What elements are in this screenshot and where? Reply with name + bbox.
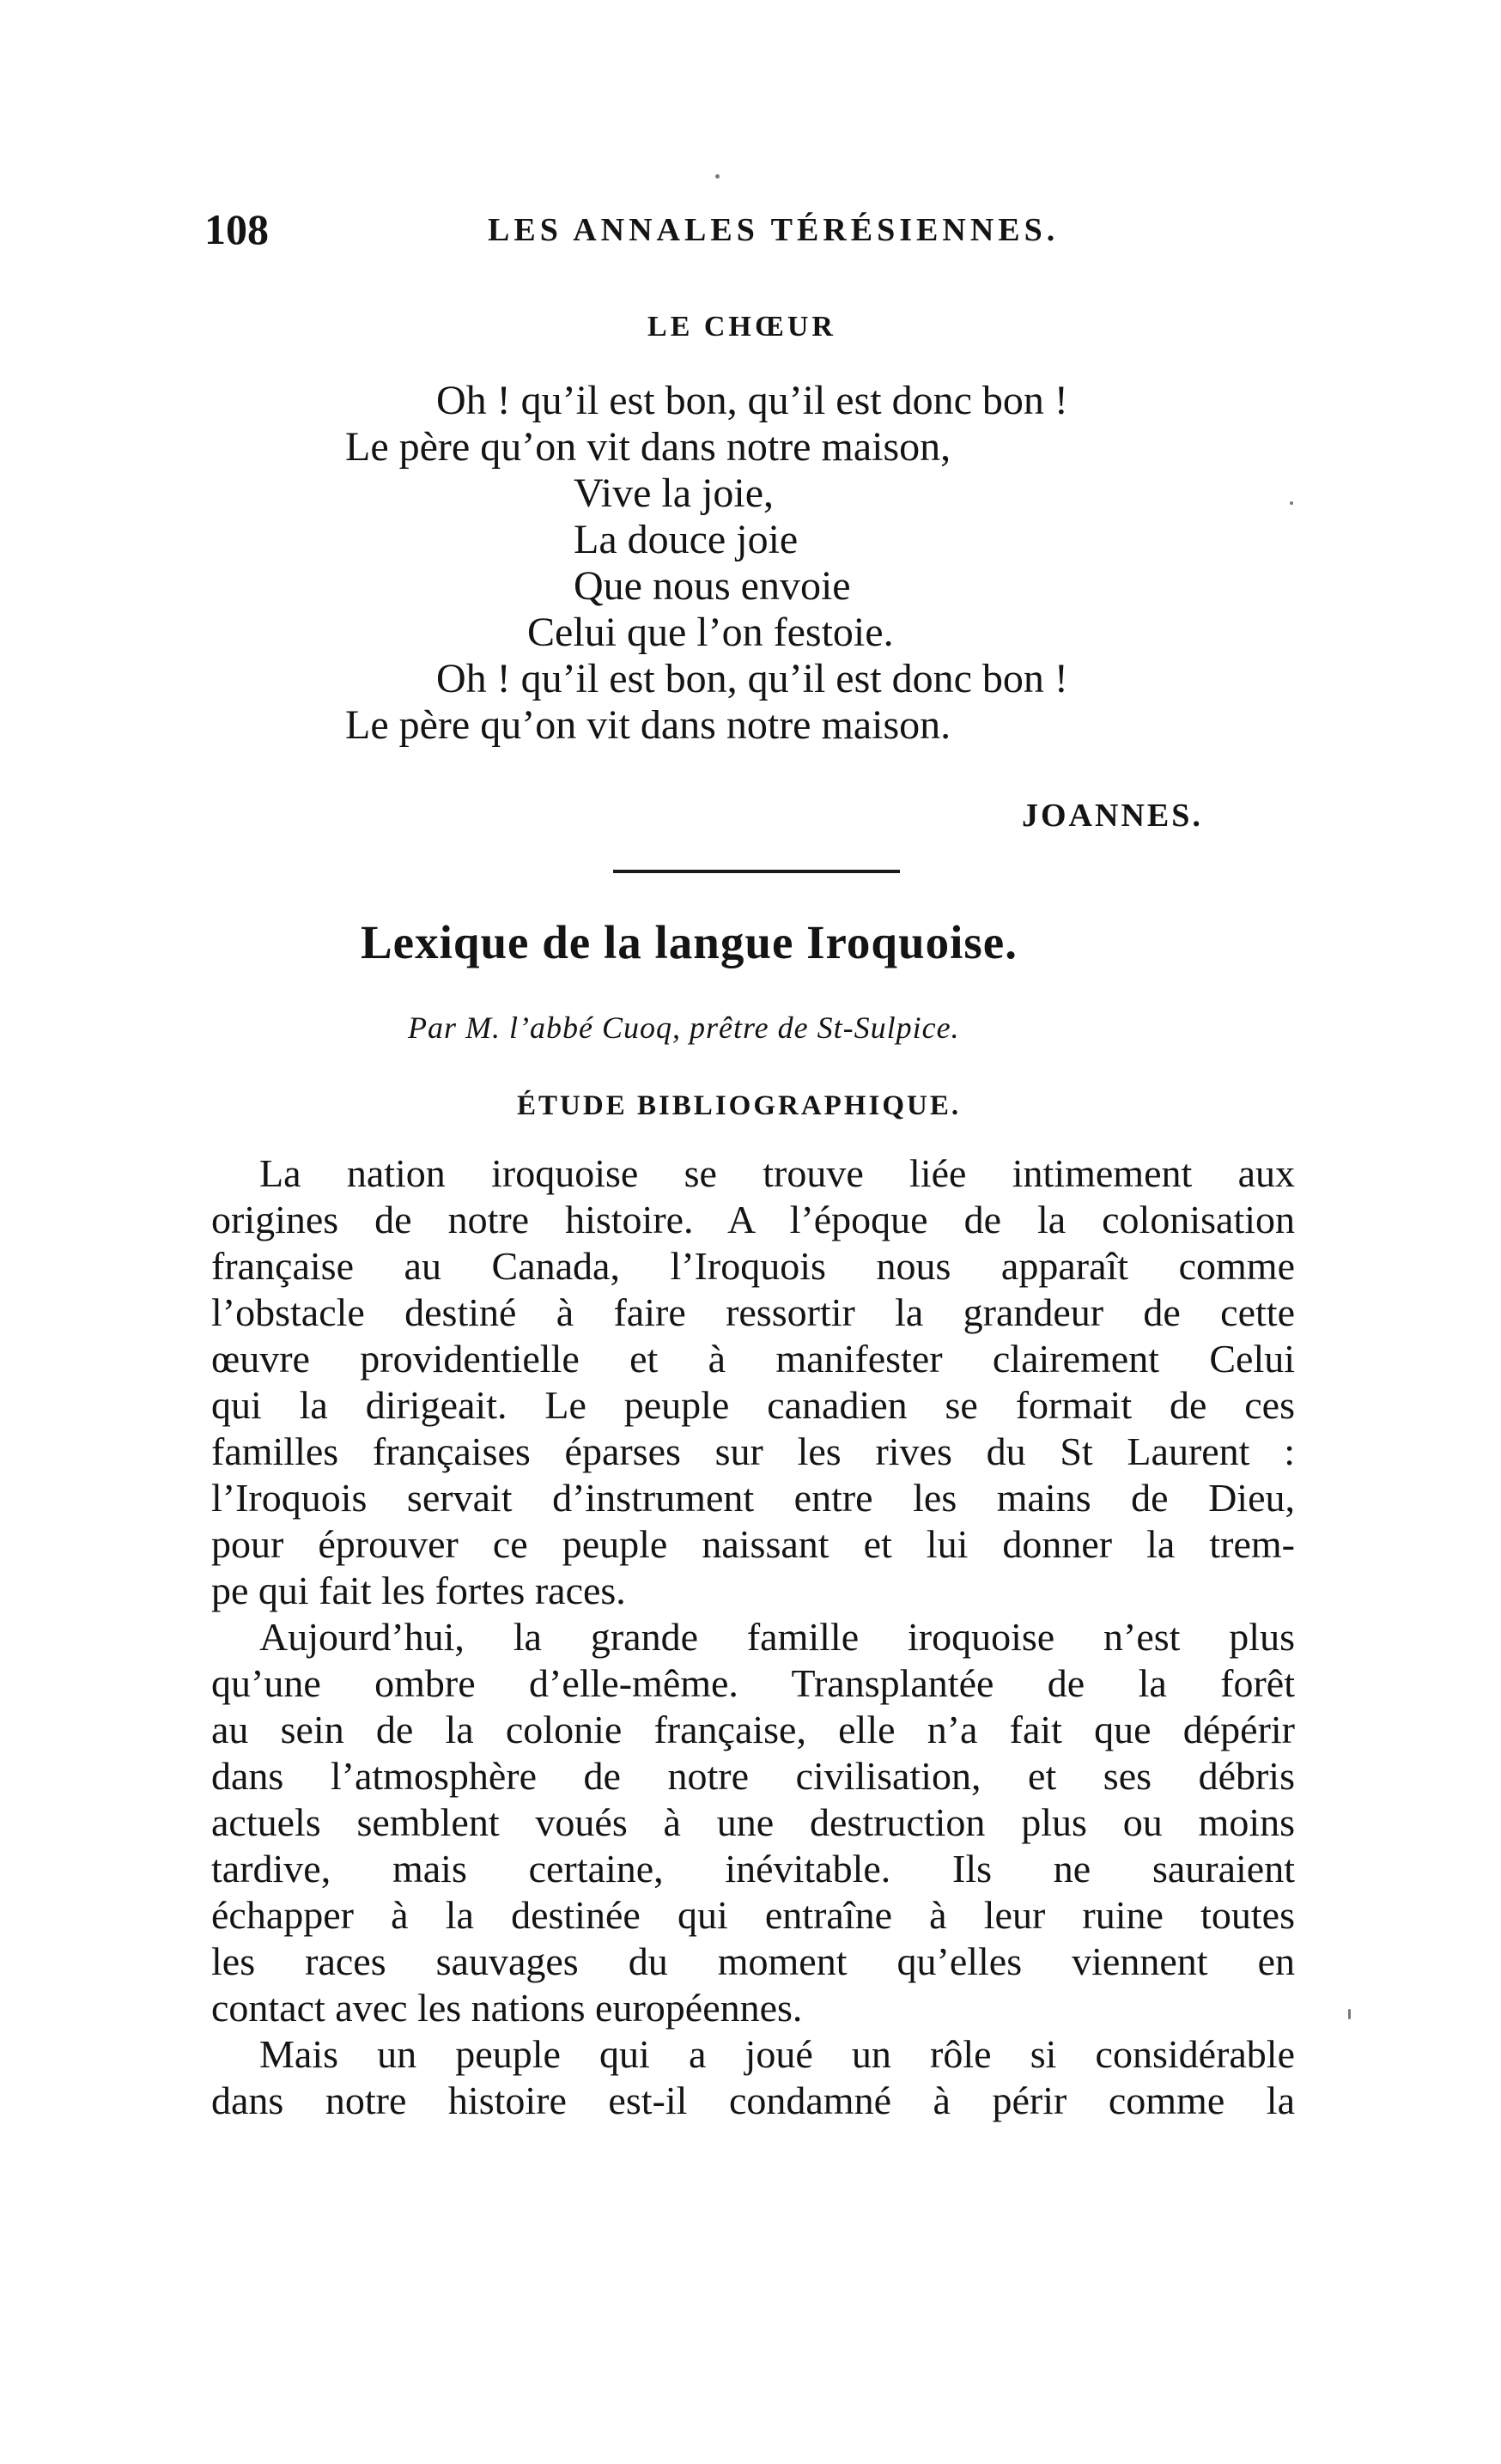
body-line: française au Canada, l’Iroquois nous apparaît comme bbox=[211, 1244, 1295, 1288]
body-line: échapper à la destinée qui entraîne à leur ruine toutes bbox=[211, 1893, 1295, 1937]
body-line: familles françaises éparses sur les rives du St Laurent : bbox=[211, 1429, 1295, 1473]
poem-line: Celui que l’on festoie. bbox=[527, 610, 894, 655]
poem-line: Oh ! qu’il est bon, qu’il est donc bon ! bbox=[436, 378, 1068, 423]
poem-line: Le père qu’on vit dans notre maison. bbox=[345, 702, 951, 748]
body-line: pour éprouver ce peuple naissant et lui donner la trem- bbox=[211, 1522, 1295, 1566]
body-line: origines de notre histoire. A l’époque de la colonisation bbox=[211, 1198, 1295, 1241]
chorus-heading: LE CHŒUR bbox=[647, 311, 836, 343]
poem-line: Vive la joie, bbox=[574, 470, 775, 516]
body-line: dans notre histoire est-il condamné à périr comme la bbox=[211, 2079, 1295, 2122]
scan-speck bbox=[715, 174, 720, 179]
article-byline: Par M. l’abbé Cuoq, prêtre de St-Sulpice. bbox=[408, 1010, 960, 1045]
section-divider bbox=[613, 870, 900, 873]
running-head: LES ANNALES TÉRÉSIENNES. bbox=[488, 212, 1060, 248]
scan-speck bbox=[1290, 501, 1293, 505]
poem-line: Oh ! qu’il est bon, qu’il est donc bon ! bbox=[436, 656, 1068, 701]
body-line: l’obstacle destiné à faire ressortir la grandeur de cette bbox=[211, 1290, 1295, 1334]
body-line: l’Iroquois servait d’instrument entre les mains de Dieu, bbox=[211, 1476, 1295, 1520]
scan-speck bbox=[1348, 2009, 1351, 2019]
body-line: œuvre providentielle et à manifester clairement Celui bbox=[211, 1337, 1295, 1381]
body-line: tardive, mais certaine, inévitable. Ils ne sauraient bbox=[211, 1847, 1295, 1890]
poem-line: Que nous envoie bbox=[574, 563, 851, 609]
body-line: les races sauvages du moment qu’elles viennent en bbox=[211, 1939, 1295, 1983]
poem-author: JOANNES. bbox=[1022, 798, 1203, 834]
body-line: Aujourd’hui, la grande famille iroquoise n’est plus bbox=[259, 1615, 1295, 1659]
body-line: actuels semblent voués à une destruction plus ou moins bbox=[211, 1800, 1295, 1844]
article-title: Lexique de la langue Iroquoise. bbox=[361, 916, 1018, 968]
poem-line: Le père qu’on vit dans notre maison, bbox=[345, 424, 951, 470]
body-line: au sein de la colonie française, elle n’a fait que dépérir bbox=[211, 1708, 1295, 1751]
body-line: contact avec les nations européennes. bbox=[211, 1986, 803, 2030]
article-subtitle: ÉTUDE BIBLIOGRAPHIQUE. bbox=[517, 1090, 962, 1121]
page-number: 108 bbox=[204, 205, 269, 253]
body-line: qu’une ombre d’elle-même. Transplantée de la forêt bbox=[211, 1661, 1295, 1705]
body-line: dans l’atmosphère de notre civilisation, et ses débris bbox=[211, 1754, 1295, 1798]
body-line: La nation iroquoise se trouve liée intimement aux bbox=[259, 1151, 1295, 1195]
body-line: Mais un peuple qui a joué un rôle si considérable bbox=[259, 2032, 1295, 2076]
body-line: qui la dirigeait. Le peuple canadien se formait de ces bbox=[211, 1383, 1295, 1427]
article-body bbox=[211, 1150, 1295, 2124]
body-line: pe qui fait les fortes races. bbox=[211, 1569, 626, 1612]
poem-line: La douce joie bbox=[574, 517, 799, 562]
page-header bbox=[204, 204, 1235, 256]
